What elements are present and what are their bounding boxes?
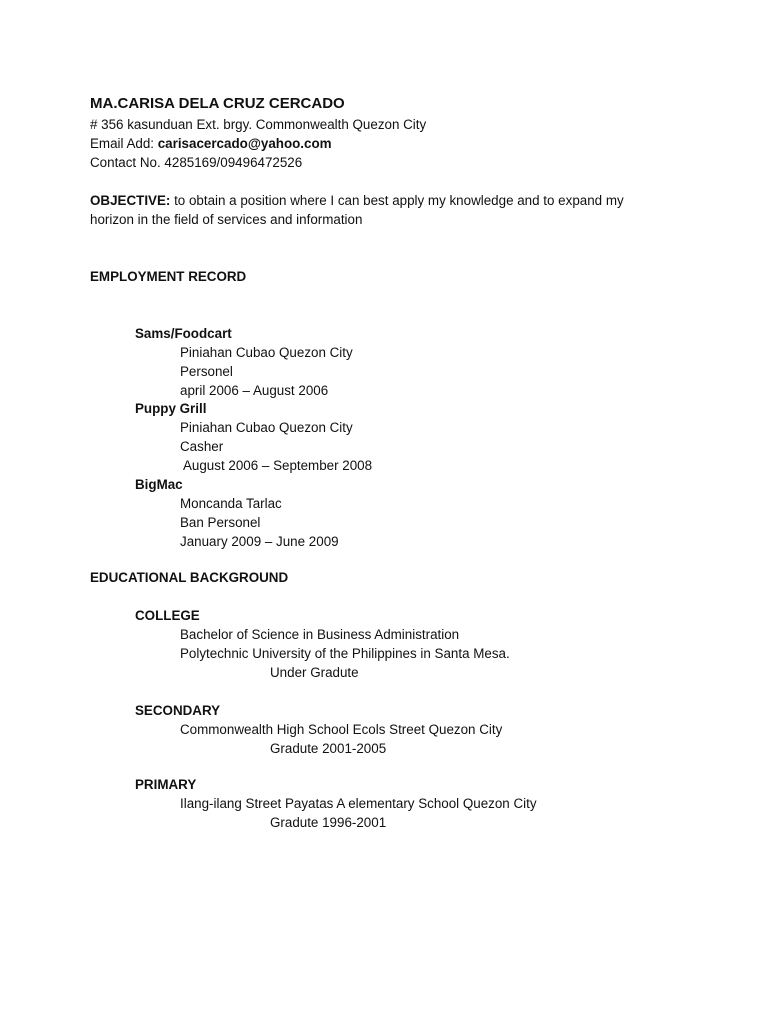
primary-school: Ilang-ilang Street Payatas A elementary School Quezon City xyxy=(180,796,537,811)
job-company: Puppy Grill xyxy=(135,401,207,416)
job-company: Sams/Foodcart xyxy=(135,326,232,341)
applicant-name: MA.CARISA DELA CRUZ CERCADO xyxy=(90,95,345,112)
contact-number: Contact No. 4285169/09496472526 xyxy=(90,155,303,170)
job-position: Ban Personel xyxy=(180,515,261,530)
email-line xyxy=(90,135,332,153)
education-heading: EDUCATIONAL BACKGROUND xyxy=(90,570,289,585)
job-position: Personel xyxy=(180,364,233,379)
secondary-school: Commonwealth High School Ecols Street Quezon City xyxy=(180,722,503,737)
job-dates: april 2006 – August 2006 xyxy=(180,383,329,398)
objective-text-1: to obtain a position where I can best apply my knowledge and to expand my xyxy=(170,193,624,208)
job-location: Piniahan Cubao Quezon City xyxy=(180,345,353,360)
college-school: Polytechnic University of the Philippines in Santa Mesa. xyxy=(180,646,510,661)
college-label: COLLEGE xyxy=(135,608,200,623)
job-dates: August 2006 – September 2008 xyxy=(180,458,373,473)
objective-line-2: horizon in the field of services and information xyxy=(90,212,363,227)
job-location: Moncanda Tarlac xyxy=(180,496,282,511)
primary-years: Gradute 1996-2001 xyxy=(270,815,387,830)
email-label: Email Add: xyxy=(90,136,158,151)
email-value: carisacercado@yahoo.com xyxy=(157,136,332,151)
college-degree: Bachelor of Science in Business Administration xyxy=(180,627,460,642)
secondary-years: Gradute 2001-2005 xyxy=(270,741,387,756)
job-dates: January 2009 – June 2009 xyxy=(180,534,339,549)
employment-heading: EMPLOYMENT RECORD xyxy=(90,269,247,284)
address: # 356 kasunduan Ext. brgy. Commonwealth Quezon City xyxy=(90,117,427,132)
college-status: Under Gradute xyxy=(270,665,359,680)
objective-line-1 xyxy=(90,192,624,210)
job-company: BigMac xyxy=(135,477,183,492)
job-location: Piniahan Cubao Quezon City xyxy=(180,420,353,435)
primary-label: PRIMARY xyxy=(135,777,197,792)
objective-label: OBJECTIVE: xyxy=(90,193,171,208)
job-position: Casher xyxy=(180,439,224,454)
secondary-label: SECONDARY xyxy=(135,703,221,718)
